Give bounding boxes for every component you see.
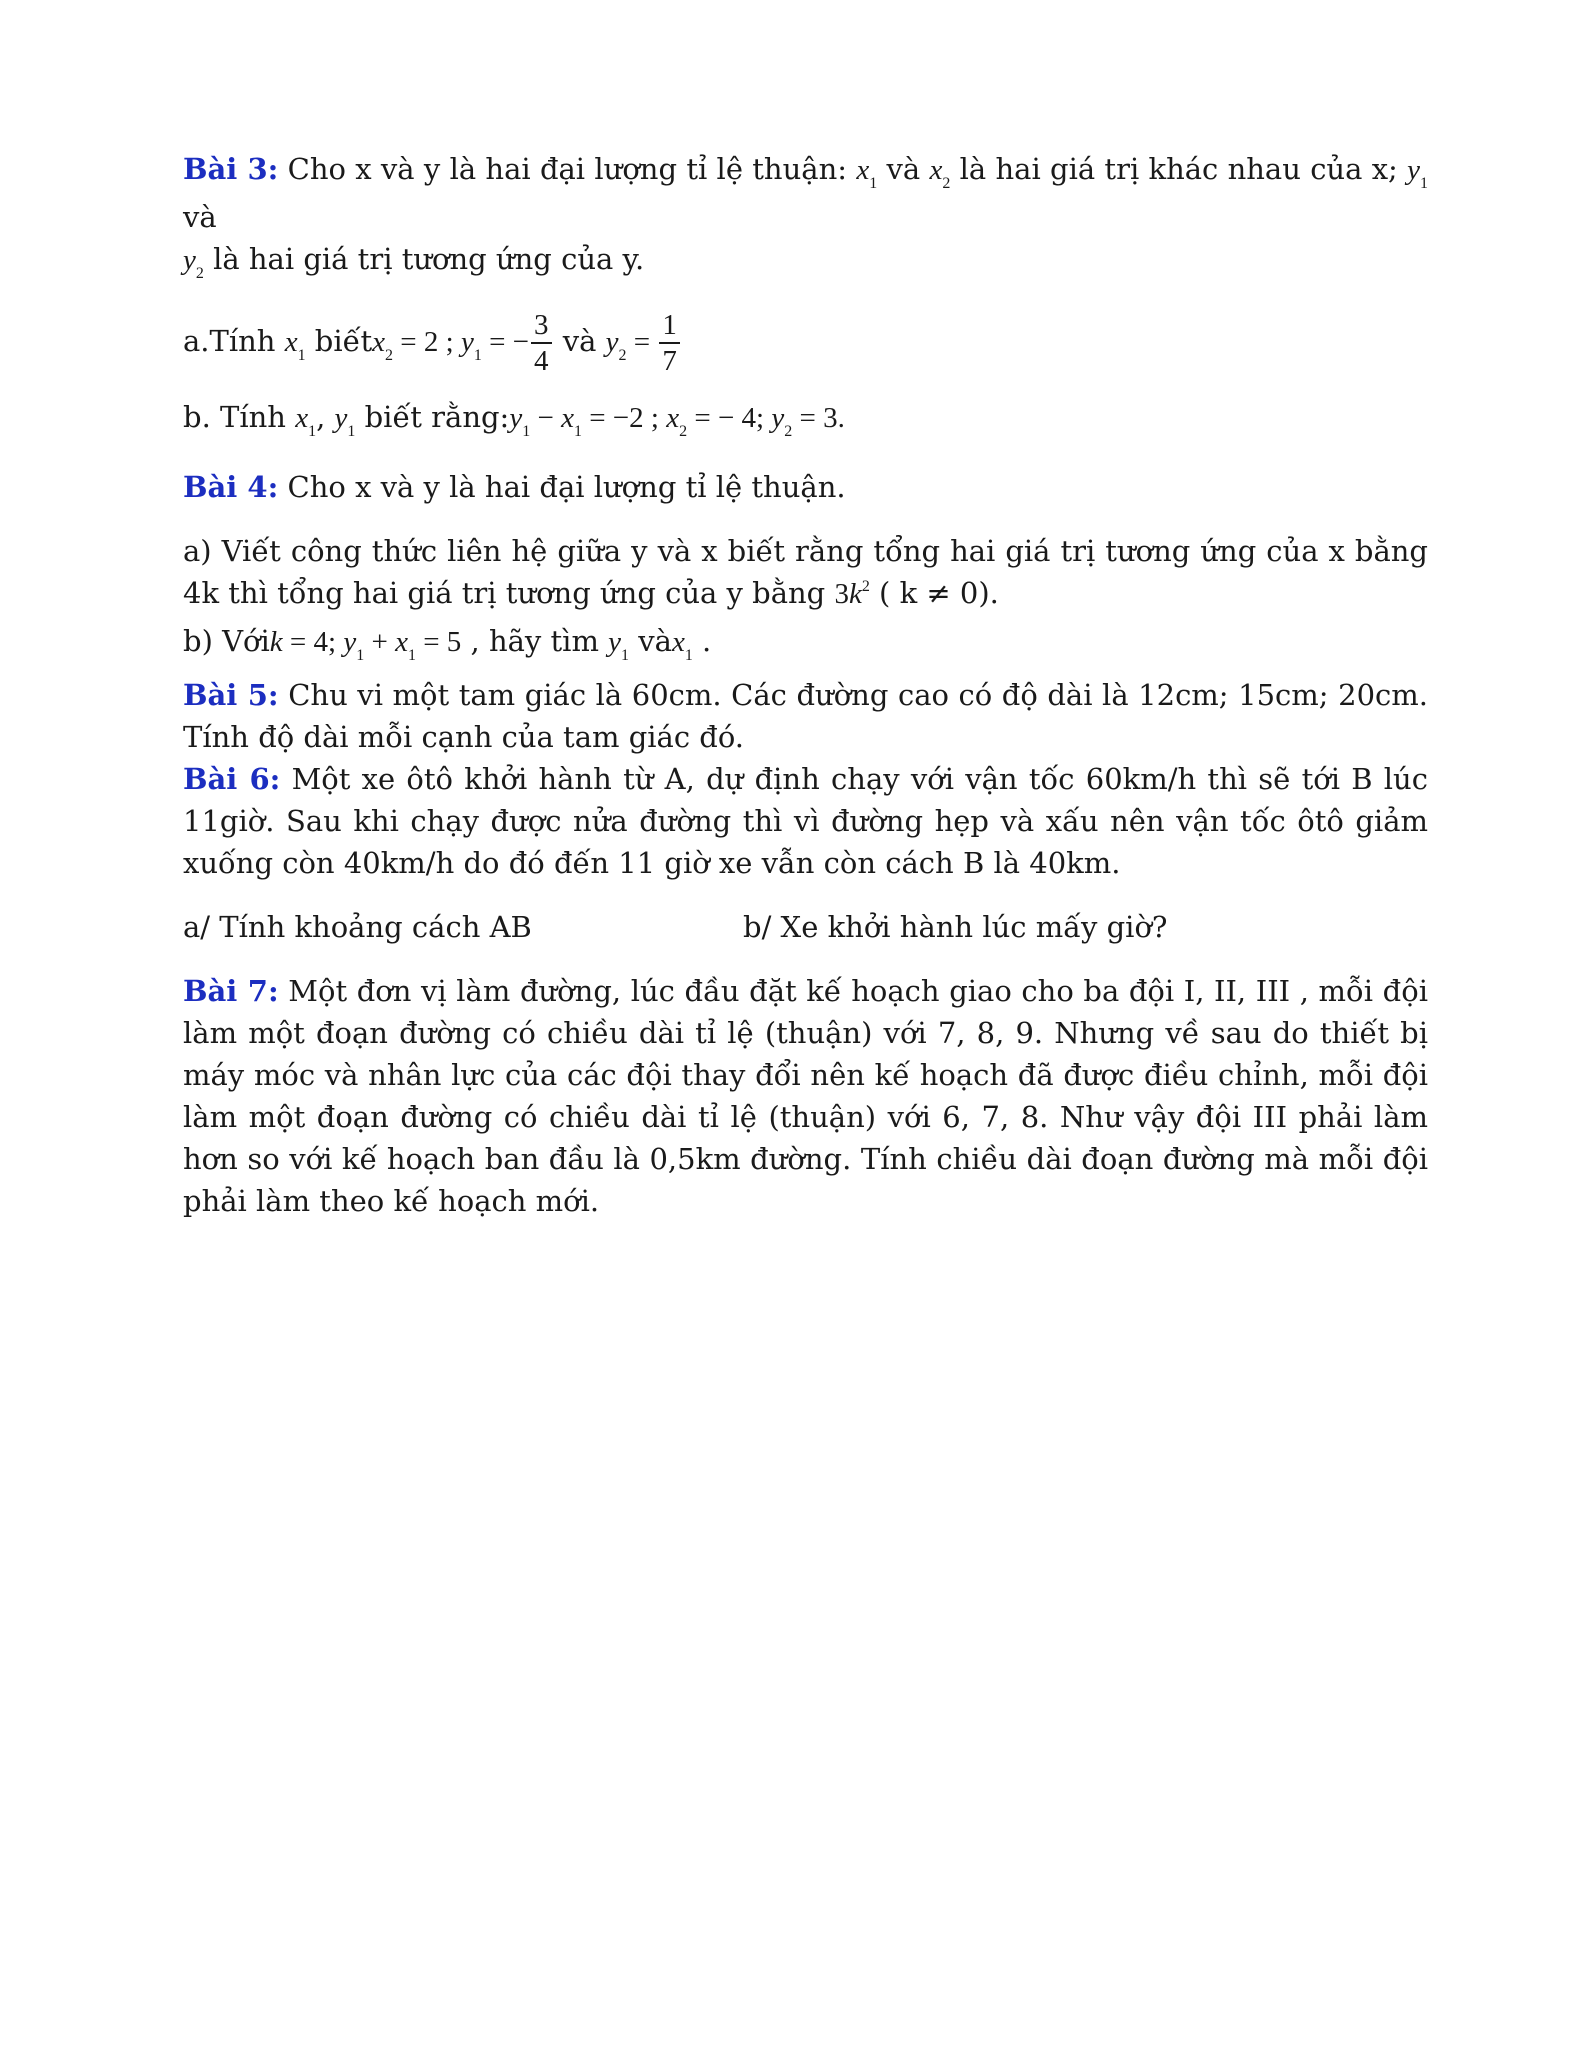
- bai4-part-b: b) Vớik = 4; $y_1 + x_1 = 5$ , hãy tìm $y_1$ vàx$_1$ .: [183, 624, 712, 664]
- bai4-label: Bài 4:: [183, 470, 279, 504]
- fraction-three-quarters: $\frac{3}{4}$: [531, 308, 552, 378]
- document-content: [183, 148, 1428, 1222]
- fraction-one-seventh: $\frac{1}{7}$: [659, 308, 680, 378]
- bai4-part-a: a) Viết công thức liên hệ giữa y và x biết rằng tổng hai giá trị tương ứng của x bằng 4k thì tổng hai giá trị tương ứng của y bằng $3k^2$ ( k ≠ 0).: [183, 534, 1428, 610]
- bai3-part-b: b. Tính $x_1$, $y_1$ biết $rằng:y_1 - x_1 = -2$ ; $x_2$ = − 4; $y_2 = 3$.: [183, 400, 845, 440]
- bai6-label: Bài 6:: [183, 762, 281, 796]
- bai7-statement: Bài 7: Một đơn vị làm đường, lúc đầu đặt kế hoạch giao cho ba đội I, II, III , mỗi đội làm một đoạn đường có chiều dài tỉ lệ (thuận) với 7, 8, 9. Nhưng về sau do thiết bị máy móc và nhân lực của các đội thay đổi nên kế hoạch đã được điều chỉnh, mỗi đội làm một đoạn đường có chiều dài tỉ lệ (thuận) với 6, 7, 8. Như vậy đội III phải làm hơn so với kế hoạch ban đầu là 0,5km đường. Tính chiều dài đoạn đường mà mỗi đội phải làm theo kế hoạch mới.: [183, 974, 1428, 1218]
- bai6-statement: Bài 6: Một xe ôtô khởi hành từ A, dự định chạy với vận tốc 60km/h thì sẽ tới B lúc 11giờ. Sau khi chạy được nửa đường thì vì đường hẹp và xấu nên vận tốc ôtô giảm xuống còn 40km/h do đó đến 11 giờ xe vẫn còn cách B là 40km.: [183, 762, 1428, 880]
- bai4-statement: Bài 4: Cho x và y là hai đại lượng tỉ lệ thuận.: [183, 470, 846, 504]
- bai3-statement: Bài 3: Cho x và y là hai đại lượng tỉ lệ thuận: $x_1$ và $x_2$ là hai giá trị khác nhau của x; $y_1$ và $y_2$ là hai giá trị tương ứng của y.: [183, 152, 1428, 282]
- bai6-question-a: a/ Tính khoảng cách AB: [183, 910, 532, 944]
- bai5-label: Bài 5:: [183, 678, 279, 712]
- bai7-label: Bài 7:: [183, 974, 279, 1008]
- bai3-part-a: a.Tính $x_1$ biếtx$_2$ = 2 ; $y_1$ = − $\frac{3}{4}$ và $y_2$ = $\frac{1}{7}$: [183, 308, 1428, 378]
- bai6-question-b: b/ Xe khởi hành lúc mấy giờ?: [743, 910, 1168, 944]
- bai3-label: Bài 3:: [183, 152, 279, 186]
- bai5-statement: Bài 5: Chu vi một tam giác là 60cm. Các đường cao có độ dài là 12cm; 15cm; 20cm. Tính độ dài mỗi cạnh của tam giác đó.: [183, 678, 1428, 754]
- bai6-questions: [183, 906, 1428, 948]
